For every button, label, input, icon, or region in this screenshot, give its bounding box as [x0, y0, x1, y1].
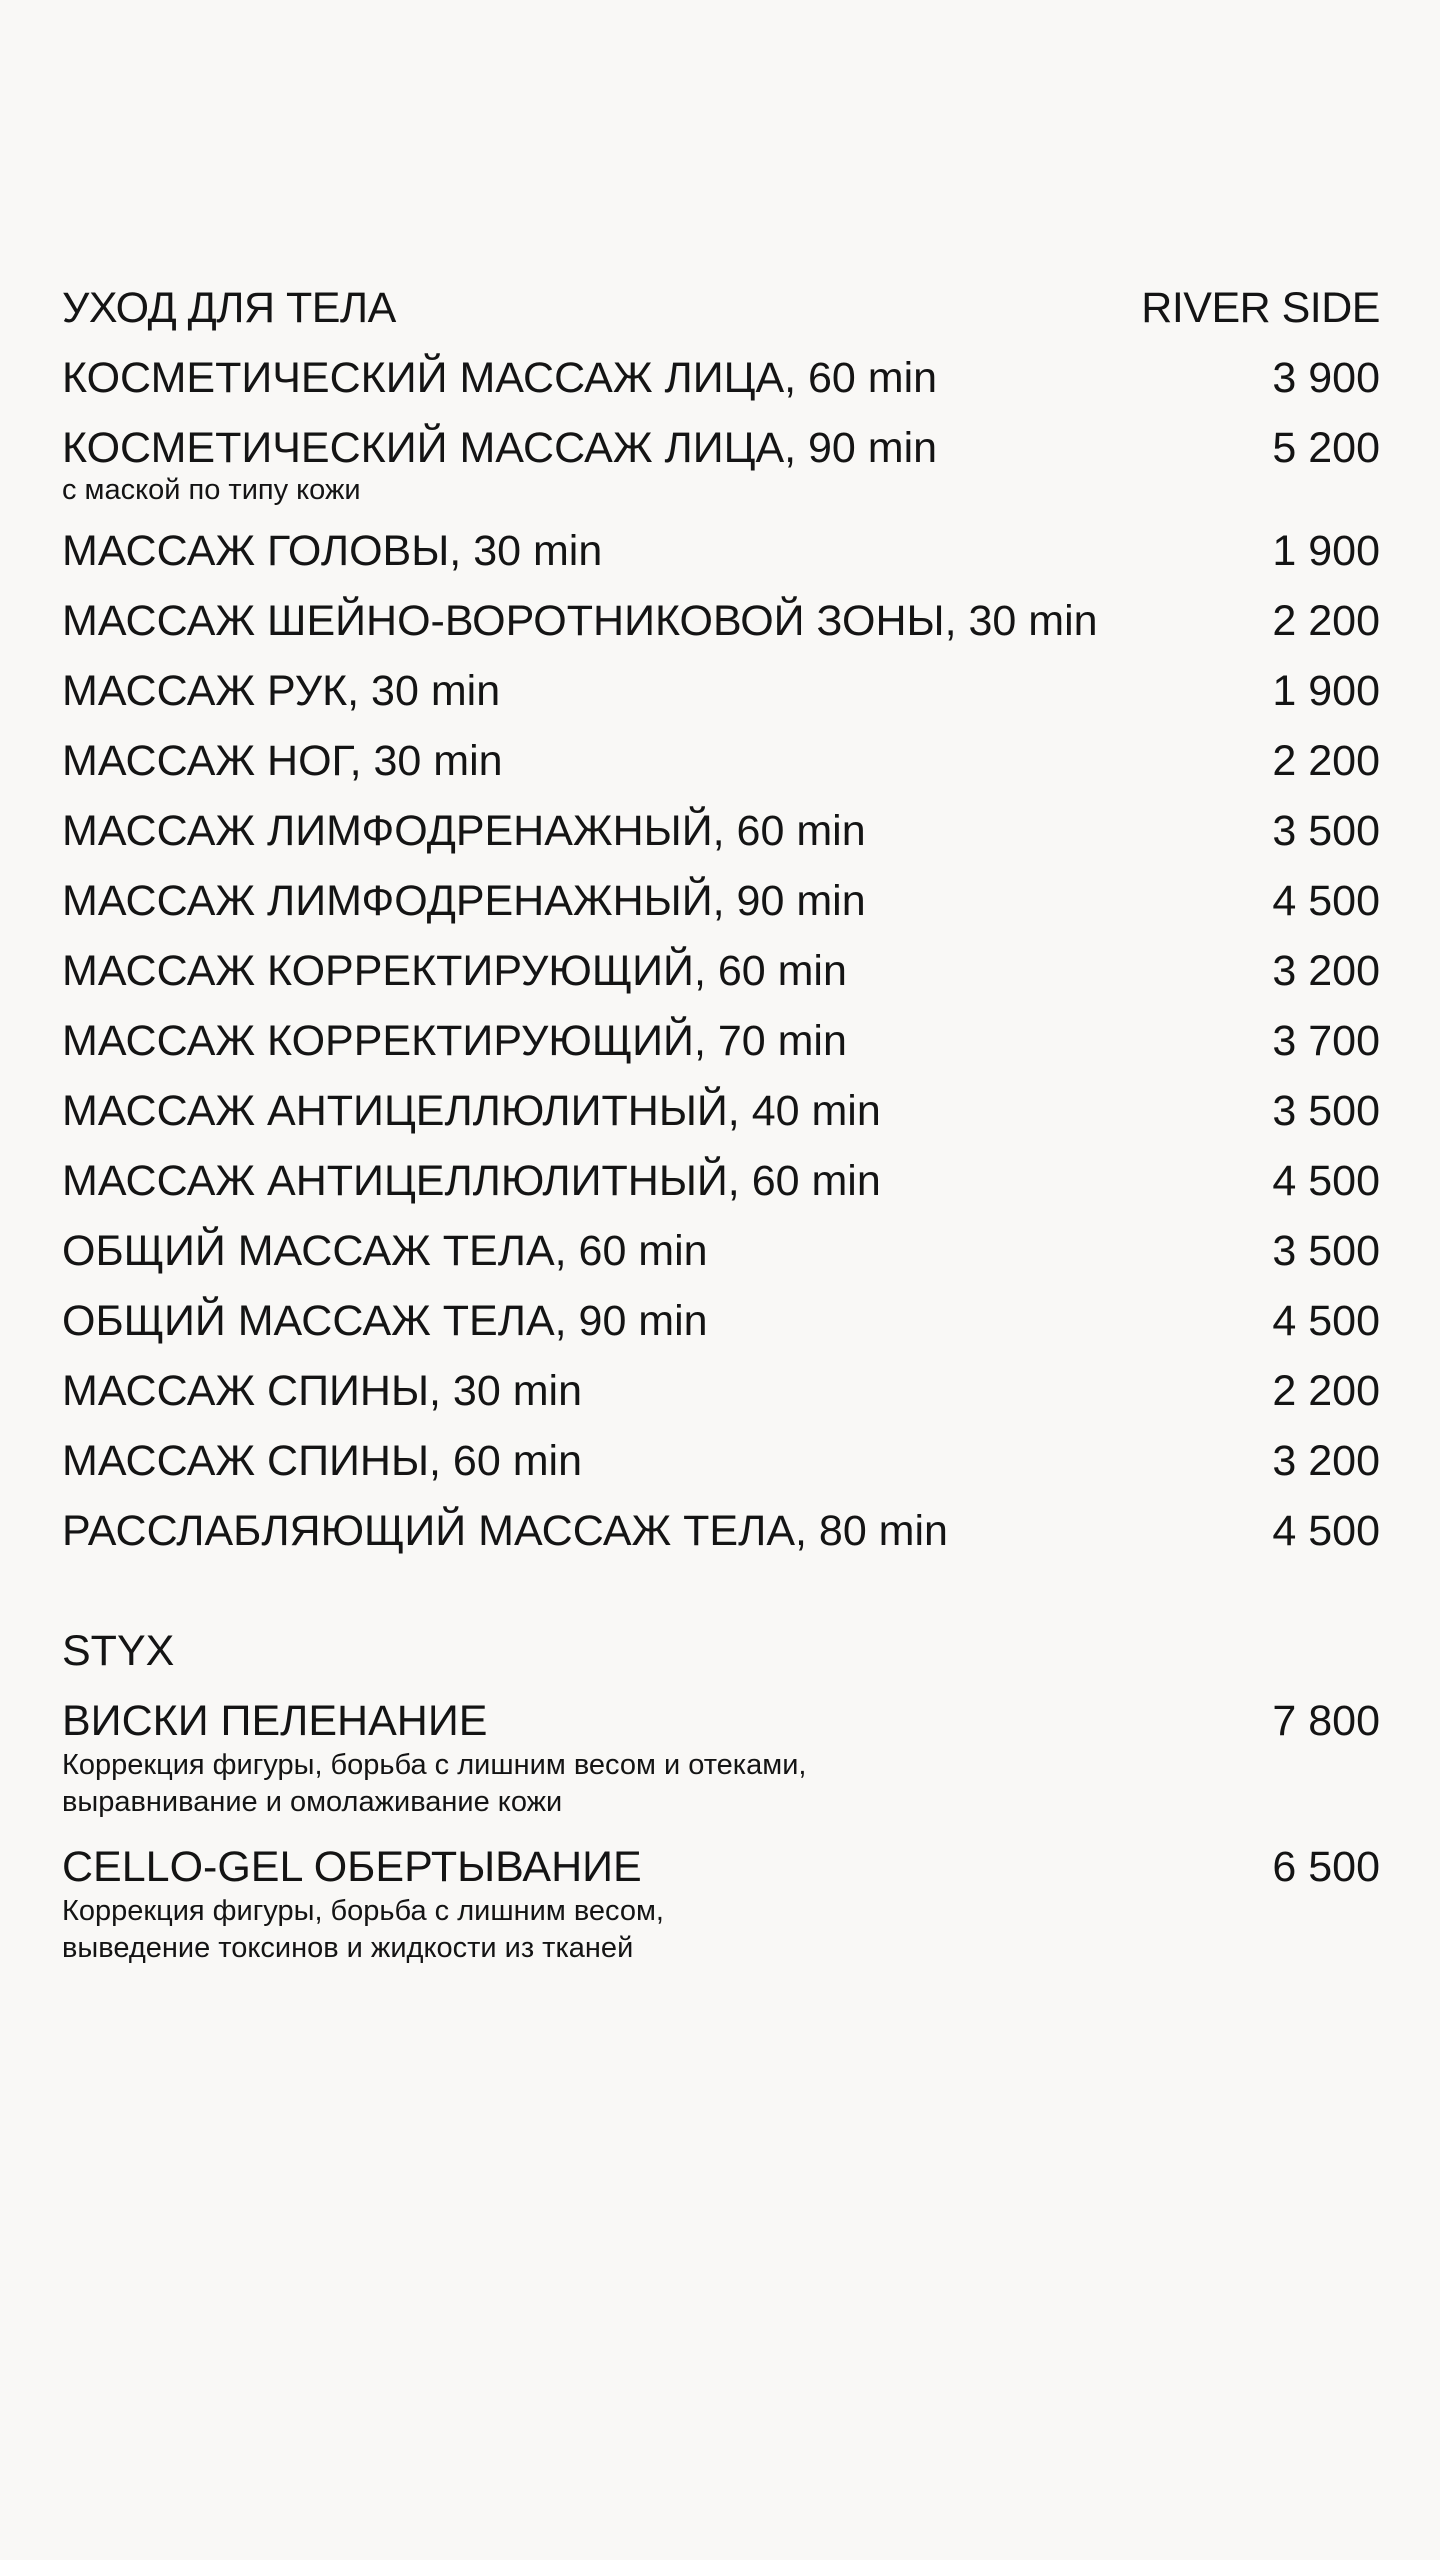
menu-item	[62, 1293, 1380, 1349]
menu-item-price: 3 500	[1272, 1087, 1380, 1135]
styx-item-description-line: Коррекция фигуры, борьба с лишним весом,	[62, 1895, 664, 1927]
menu-item-price: 2 200	[1272, 737, 1380, 785]
menu-item-name: МАССАЖ СПИНЫ, 30 min	[62, 1367, 582, 1415]
styx-item-description-line: выведение токсинов и жидкости из тканей	[62, 1932, 634, 1964]
menu-item-name: МАССАЖ СПИНЫ, 60 min	[62, 1437, 582, 1485]
styx-item-price: 7 800	[1272, 1697, 1380, 1745]
menu-item-name: РАССЛАБЛЯЮЩИЙ МАССАЖ ТЕЛА, 80 min	[62, 1507, 948, 1555]
menu-item	[62, 803, 1380, 859]
menu-item-name: МАССАЖ КОРРЕКТИРУЮЩИЙ, 70 min	[62, 1017, 847, 1065]
styx-item-description-line: Коррекция фигуры, борьба с лишним весом и отеками,	[62, 1749, 807, 1781]
menu-item	[62, 1503, 1380, 1559]
menu-container	[62, 280, 1380, 1967]
styx-item	[62, 1693, 1380, 1821]
styx-item-name: CELLO-GEL ОБЕРТЫВАНИЕ	[62, 1843, 642, 1891]
menu-item-name: МАССАЖ АНТИЦЕЛЛЮЛИТНЫЙ, 60 min	[62, 1157, 881, 1205]
menu-item	[62, 523, 1380, 579]
menu-item-price: 4 500	[1272, 1157, 1380, 1205]
menu-item-name: КОСМЕТИЧЕСКИЙ МАССАЖ ЛИЦА, 60 min	[62, 354, 938, 402]
menu-item-name: МАССАЖ ЛИМФОДРЕНАЖНЫЙ, 90 min	[62, 877, 866, 925]
menu-item	[62, 420, 1380, 509]
menu-item-name: МАССАЖ ГОЛОВЫ, 30 min	[62, 527, 603, 575]
menu-item-price: 3 500	[1272, 807, 1380, 855]
menu-item-name: МАССАЖ ШЕЙНО-ВОРОТНИКОВОЙ ЗОНЫ, 30 min	[62, 597, 1098, 645]
menu-item	[62, 733, 1380, 789]
section-spacer	[62, 1559, 1380, 1623]
menu-item-price: 3 200	[1272, 1437, 1380, 1485]
section-header	[62, 280, 1380, 336]
menu-item-name: ОБЩИЙ МАССАЖ ТЕЛА, 60 min	[62, 1227, 708, 1275]
menu-item-price: 4 500	[1272, 877, 1380, 925]
menu-item-price: 3 500	[1272, 1227, 1380, 1275]
menu-item	[62, 1153, 1380, 1209]
menu-item-price: 5 200	[1272, 424, 1380, 472]
menu-item-price: 3 200	[1272, 947, 1380, 995]
menu-item-name: МАССАЖ НОГ, 30 min	[62, 737, 503, 785]
menu-item-price: 1 900	[1272, 527, 1380, 575]
menu-item-price: 4 500	[1272, 1297, 1380, 1345]
styx-item-description	[62, 1893, 1380, 1967]
menu-item	[62, 1433, 1380, 1489]
menu-item-price: 4 500	[1272, 1507, 1380, 1555]
menu-item	[62, 663, 1380, 719]
menu-item-name: МАССАЖ АНТИЦЕЛЛЮЛИТНЫЙ, 40 min	[62, 1087, 881, 1135]
section-title: УХОД ДЛЯ ТЕЛА	[62, 284, 396, 332]
styx-item-price: 6 500	[1272, 1843, 1380, 1891]
body-care-list	[62, 350, 1380, 1559]
menu-item	[62, 1223, 1380, 1279]
menu-item-price: 3 700	[1272, 1017, 1380, 1065]
menu-item	[62, 873, 1380, 929]
menu-item-name: МАССАЖ ЛИМФОДРЕНАЖНЫЙ, 60 min	[62, 807, 866, 855]
menu-item-price: 2 200	[1272, 597, 1380, 645]
menu-item-note: с маской по типу кожи	[62, 474, 361, 506]
styx-item	[62, 1839, 1380, 1967]
location-label: RIVER SIDE	[1141, 284, 1380, 332]
menu-item	[62, 593, 1380, 649]
menu-item-price: 1 900	[1272, 667, 1380, 715]
menu-item-name: ОБЩИЙ МАССАЖ ТЕЛА, 90 min	[62, 1297, 708, 1345]
styx-section-title: STYX	[62, 1627, 175, 1675]
menu-item	[62, 943, 1380, 999]
styx-item-name: ВИСКИ ПЕЛЕНАНИЕ	[62, 1697, 488, 1745]
menu-item-name: КОСМЕТИЧЕСКИЙ МАССАЖ ЛИЦА, 90 min	[62, 424, 938, 472]
menu-item-price: 3 900	[1272, 354, 1380, 402]
styx-item-description-line: выравнивание и омолаживание кожи	[62, 1786, 563, 1818]
menu-item-name: МАССАЖ КОРРЕКТИРУЮЩИЙ, 60 min	[62, 947, 847, 995]
menu-item	[62, 1083, 1380, 1139]
menu-item	[62, 1363, 1380, 1419]
menu-item	[62, 350, 1380, 406]
menu-item-name: МАССАЖ РУК, 30 min	[62, 667, 501, 715]
menu-item-price: 2 200	[1272, 1367, 1380, 1415]
styx-item-description	[62, 1747, 1380, 1821]
menu-item	[62, 1013, 1380, 1069]
